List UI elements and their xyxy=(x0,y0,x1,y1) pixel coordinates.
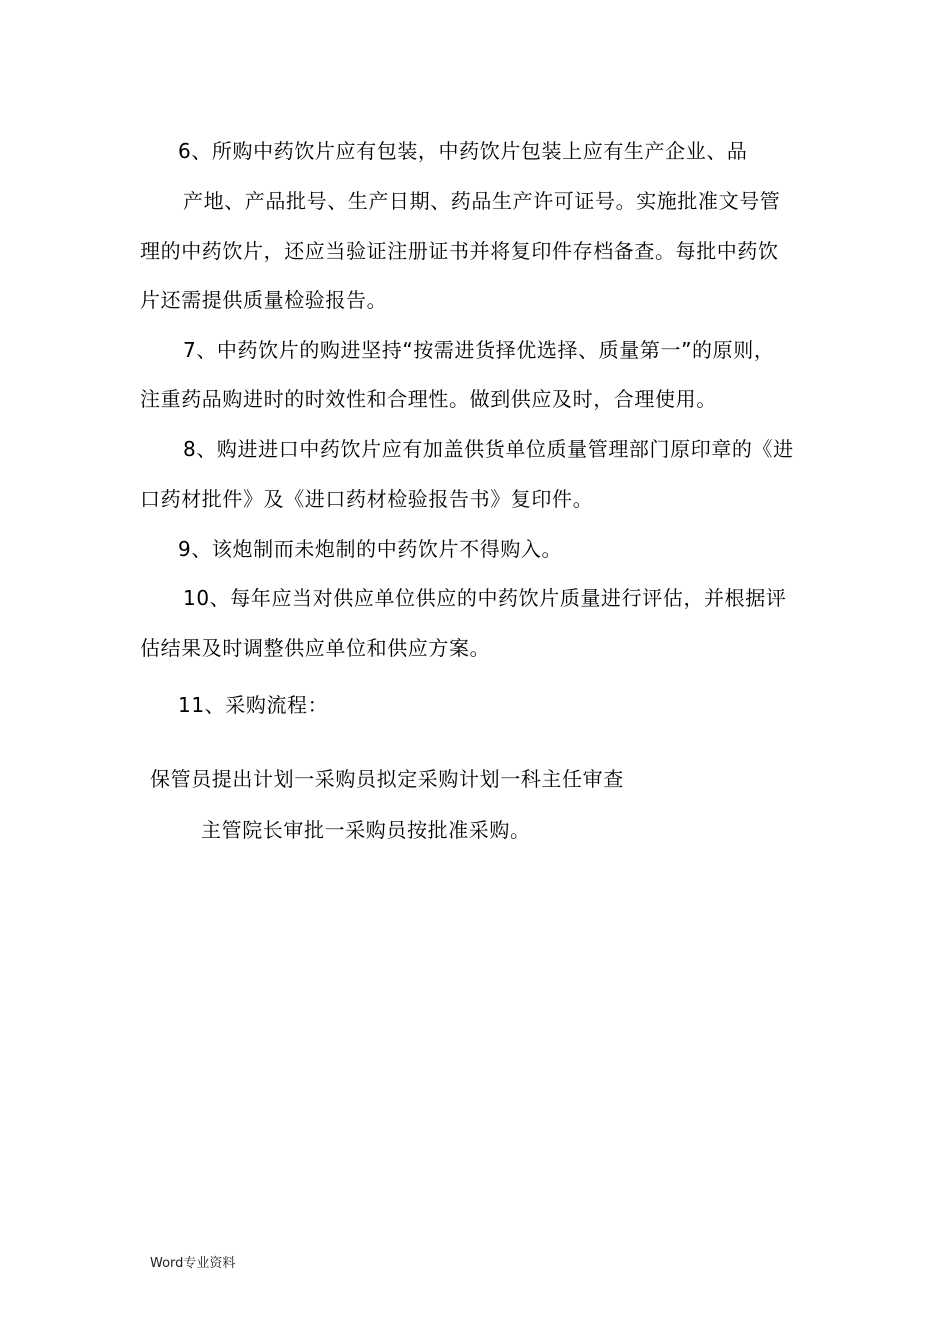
paragraph-9-line-1: 9、该炮制而未炮制的中药饮片不得购入。 xyxy=(178,537,563,561)
paragraph-10-line-2: 估结果及时调整供应单位和供应方案。 xyxy=(140,636,491,660)
paragraph-10-line-1: 10、每年应当对供应单位供应的中药饮片质量进行评估，并根据评 xyxy=(183,586,787,610)
paragraph-8-line-2: 口药材批件》及《进口药材检验报告书》复印件。 xyxy=(140,487,594,511)
process-flow-line-1: 保管员提出计划一采购员拟定采购计划一科主任审查 xyxy=(150,767,624,791)
paragraph-6-line-3: 理的中药饮片，还应当验证注册证书并将复印件存档备查。每批中药饮 xyxy=(140,239,779,263)
paragraph-6-line-2: 产地、产品批号、生产日期、药品生产许可证号。实施批准文号管 xyxy=(183,189,781,213)
footer-label: Word专业资料 xyxy=(150,1256,236,1271)
paragraph-8-line-1: 8、购进进口中药饮片应有加盖供货单位质量管理部门原印章的《进 xyxy=(183,437,794,461)
paragraph-7-line-1: 7、中药饮片的购进坚持“按需进货择优选择、质量第一”的原则， xyxy=(183,338,775,362)
paragraph-6-line-4: 片还需提供质量检验报告。 xyxy=(140,288,388,312)
paragraph-11-heading: 11、采购流程： xyxy=(178,693,329,717)
process-flow-line-2: 主管院长审批一采购员按批准采购。 xyxy=(201,818,531,842)
paragraph-7-line-2: 注重药品购进时的时效性和合理性。做到供应及时，合理使用。 xyxy=(140,387,717,411)
paragraph-6-line-1: 6、所购中药饮片应有包装，中药饮片包装上应有生产企业、品 xyxy=(178,139,748,163)
